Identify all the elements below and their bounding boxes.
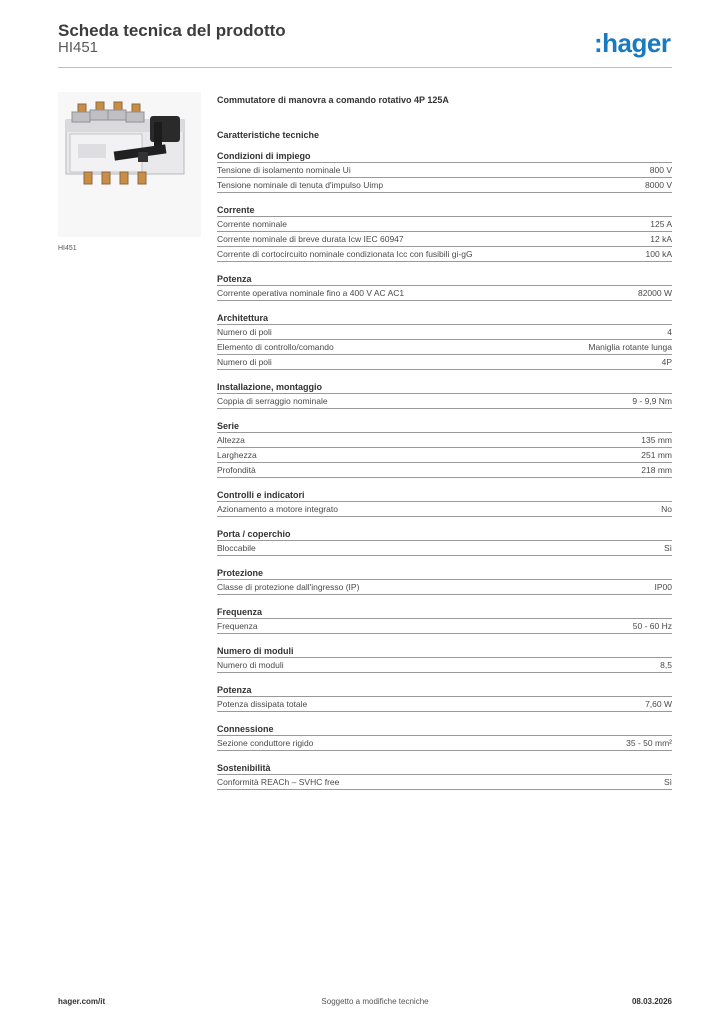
section-title: Installazione, montaggio — [217, 381, 672, 394]
section-title: Serie — [217, 420, 672, 433]
spec-section — [217, 489, 672, 517]
spec-label: Conformità REACh – SVHC free — [217, 777, 340, 787]
spec-section — [217, 273, 672, 301]
spec-section — [217, 567, 672, 595]
spec-row — [217, 394, 672, 409]
spec-label: Profondità — [217, 465, 256, 475]
section-title: Numero di moduli — [217, 645, 672, 658]
spec-value: 251 mm — [641, 450, 672, 460]
spec-row — [217, 178, 672, 193]
spec-content — [217, 95, 672, 801]
spec-row — [217, 775, 672, 790]
spec-label: Corrente operativa nominale fino a 400 V AC AC1 — [217, 288, 405, 298]
spec-section — [217, 684, 672, 712]
section-title: Connessione — [217, 723, 672, 736]
spec-label: Azionamento a motore integrato — [217, 504, 338, 514]
spec-row — [217, 286, 672, 301]
spec-label: Larghezza — [217, 450, 257, 460]
spec-row — [217, 736, 672, 751]
spec-value: 82000 W — [637, 288, 672, 298]
spec-value: 800 V — [649, 165, 672, 175]
spec-value: 8,5 — [660, 660, 672, 670]
spec-label: Corrente di cortocircuito nominale condizionata Icc con fusibili gi-gG — [217, 249, 473, 259]
spec-label: Numero di moduli — [217, 660, 284, 670]
spec-value: 12 kA — [650, 234, 672, 244]
spec-row — [217, 580, 672, 595]
spec-label: Corrente nominale di breve durata Icw IEC 60947 — [217, 234, 404, 244]
spec-label: Potenza dissipata totale — [217, 699, 308, 709]
spec-label: Altezza — [217, 435, 245, 445]
spec-value: 35 - 50 mm² — [626, 738, 672, 748]
spec-row — [217, 541, 672, 556]
section-title: Corrente — [217, 204, 672, 217]
spec-row — [217, 217, 672, 232]
spec-value: 100 kA — [645, 249, 672, 259]
spec-row — [217, 232, 672, 247]
section-title: Potenza — [217, 684, 672, 697]
spec-label: Classe di protezione dall'ingresso (IP) — [217, 582, 360, 592]
tech-characteristics-heading: Caratteristiche tecniche — [217, 130, 320, 140]
spec-row — [217, 697, 672, 712]
spec-value: Sì — [663, 777, 672, 787]
page-title: Scheda tecnica del prodotto — [58, 21, 286, 40]
spec-section — [217, 528, 672, 556]
switch-illustration — [58, 92, 201, 237]
footer-disclaimer: Soggetto a modifiche tecniche — [321, 997, 429, 1006]
spec-label: Corrente nominale — [217, 219, 287, 229]
spec-value: No — [661, 504, 672, 514]
spec-value: 8000 V — [645, 180, 672, 190]
spec-sections — [217, 150, 672, 790]
spec-value: 4 — [667, 327, 672, 337]
spec-label: Bloccabile — [217, 543, 256, 553]
spec-row — [217, 463, 672, 478]
section-title: Architettura — [217, 312, 672, 325]
section-title: Controlli e indicatori — [217, 489, 672, 502]
spec-label: Tensione nominale di tenuta d'impulso Uimp — [217, 180, 384, 190]
section-title: Frequenza — [217, 606, 672, 619]
spec-section — [217, 606, 672, 634]
spec-row — [217, 619, 672, 634]
spec-section — [217, 204, 672, 262]
spec-label: Numero di poli — [217, 327, 272, 337]
spec-value: 218 mm — [641, 465, 672, 475]
footer-website: hager.com/it — [58, 997, 106, 1006]
spec-value: 50 - 60 Hz — [632, 621, 672, 631]
image-caption: HI451 — [58, 245, 77, 252]
spec-value: 135 mm — [641, 435, 672, 445]
section-title: Condizioni di impiego — [217, 150, 672, 163]
section-title: Potenza — [217, 273, 672, 286]
spec-row — [217, 448, 672, 463]
spec-row — [217, 502, 672, 517]
spec-value: 7,60 W — [645, 699, 672, 709]
spec-section — [217, 645, 672, 673]
spec-label: Numero di poli — [217, 357, 272, 367]
section-title: Porta / coperchio — [217, 528, 672, 541]
product-image — [58, 92, 201, 237]
spec-value: 4P — [661, 357, 672, 367]
spec-row — [217, 340, 672, 355]
spec-row — [217, 355, 672, 370]
spec-label: Sezione conduttore rigido — [217, 738, 314, 748]
spec-section — [217, 312, 672, 370]
spec-label: Elemento di controllo/comando — [217, 342, 334, 352]
spec-label: Frequenza — [217, 621, 258, 631]
section-title: Protezione — [217, 567, 672, 580]
hager-logo: :hager — [594, 28, 671, 58]
spec-value: 9 - 9,9 Nm — [632, 396, 672, 406]
product-description: Commutatore di manovra a comando rotativo 4P 125A — [217, 95, 449, 105]
spec-value: Sì — [663, 543, 672, 553]
spec-row — [217, 247, 672, 262]
footer-date: 08.03.2026 — [631, 997, 672, 1006]
spec-section — [217, 762, 672, 790]
spec-row — [217, 433, 672, 448]
spec-section — [217, 723, 672, 751]
spec-section — [217, 381, 672, 409]
spec-row — [217, 325, 672, 340]
product-code: HI451 — [58, 39, 99, 56]
header-divider — [58, 67, 672, 68]
spec-label: Tensione di isolamento nominale Ui — [217, 165, 351, 175]
spec-row — [217, 658, 672, 673]
spec-section — [217, 150, 672, 193]
spec-row — [217, 163, 672, 178]
section-title: Sostenibilità — [217, 762, 672, 775]
spec-value: Maniglia rotante lunga — [588, 342, 672, 352]
spec-value: IP00 — [654, 582, 672, 592]
spec-label: Coppia di serraggio nominale — [217, 396, 328, 406]
spec-value: 125 A — [650, 219, 672, 229]
spec-section — [217, 420, 672, 478]
